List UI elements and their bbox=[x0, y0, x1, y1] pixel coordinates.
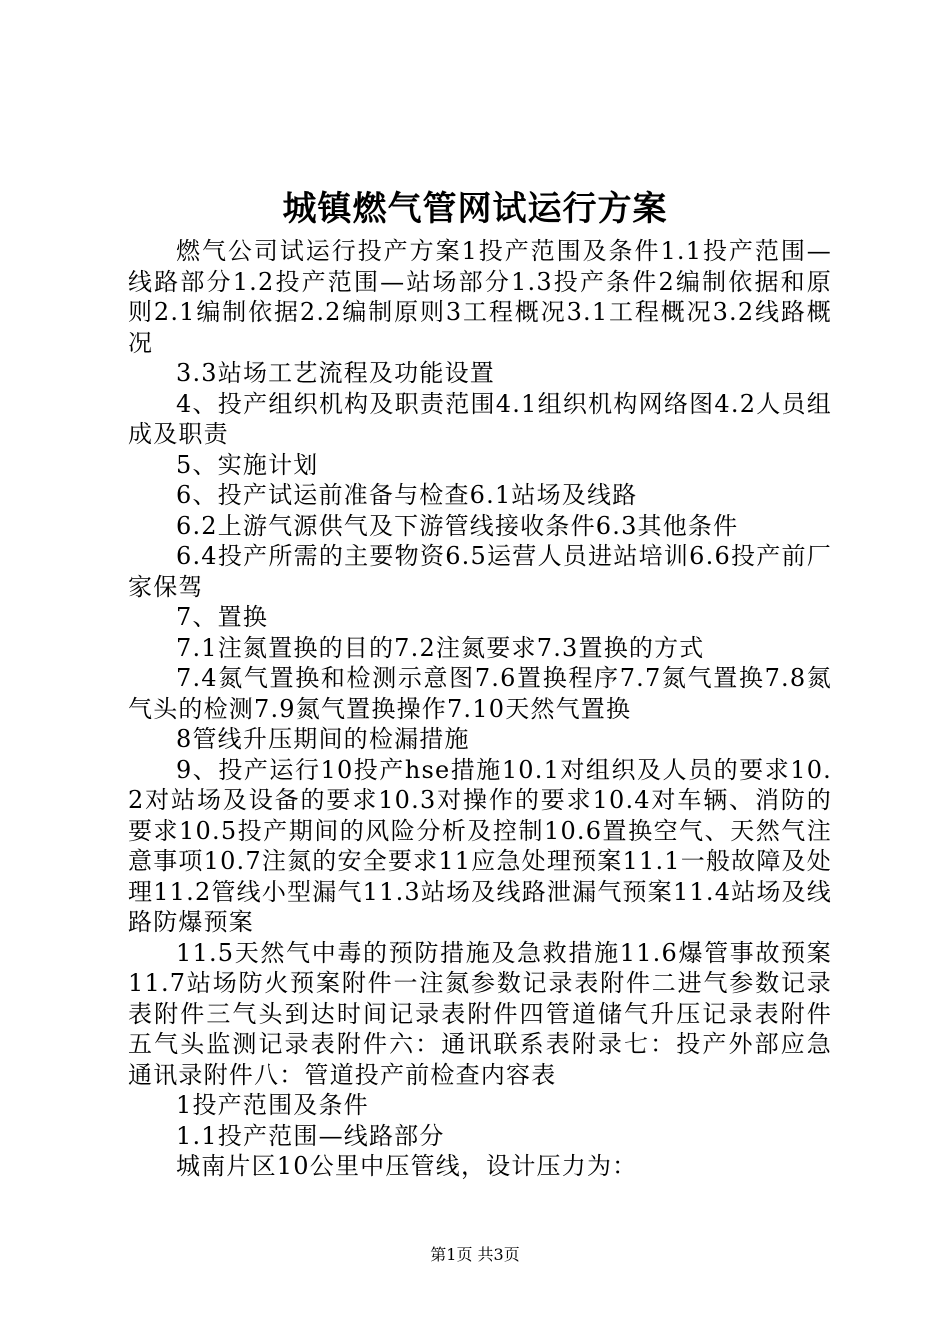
paragraph: 7.4氮气置换和检测示意图7.6置换程序7.7氮气置换7.8氮气头的检测7.9氮气置换操作7.10天然气置换 bbox=[128, 664, 832, 723]
paragraph: 5、实施计划 bbox=[176, 450, 319, 479]
paragraph: 燃气公司试运行投产方案1投产范围及条件1.1投产范围—线路部分1.2投产范围—站场部分1.3投产条件2编制依据和原则2.1编制依据2.2编制原则3工程概况3.1工程概况3.2线路概况 bbox=[128, 237, 832, 357]
document-title: 城镇燃气管网试运行方案 bbox=[282, 189, 668, 229]
paragraph: 6.4投产所需的主要物资6.5运营人员进站培训6.6投产前厂家保驾 bbox=[128, 542, 832, 601]
paragraph: 7、置换 bbox=[176, 603, 269, 631]
paragraph: 4、投产组织机构及职责范围4.1组织机构网络图4.2人员组成及职责 bbox=[128, 389, 832, 448]
paragraph: 8管线升压期间的检漏措施 bbox=[176, 725, 470, 753]
document-body bbox=[128, 236, 832, 1182]
paragraph: 7.1注氮置换的目的7.2注氮要求7.3置换的方式 bbox=[176, 633, 705, 662]
paragraph: 6、投产试运前准备与检查6.1站场及线路 bbox=[176, 481, 638, 509]
paragraph: 1投产范围及条件 bbox=[176, 1091, 369, 1119]
paragraph: 6.2上游气源供气及下游管线接收条件6.3其他条件 bbox=[176, 511, 739, 540]
paragraph: 3.3站场工艺流程及功能设置 bbox=[176, 359, 495, 387]
paragraph: 城南片区10公里中压管线，设计压力为： bbox=[176, 1152, 638, 1180]
paragraph: 11.5天然气中毒的预防措施及急救措施11.6爆管事故预案11.7站场防火预案附件一注氮参数记录表附件二进气参数记录表附件三气头到达时间记录表附件四管道储气升压记录表附件五气头监测记录表附件六：通讯联系表附录七：投产外部应急通讯录附件八：管道投产前检查内容表 bbox=[128, 938, 832, 1089]
page-number-footer: 第1页 共3页 bbox=[430, 1245, 520, 1264]
paragraph: 1.1投产范围—线路部分 bbox=[176, 1121, 445, 1150]
paragraph: 9、投产运行10投产hse措施10.1对组织及人员的要求10.2对站场及设备的要求10.3对操作的要求10.4对车辆、消防的要求10.5投产期间的风险分析及控制10.6置换空气、天然气注意事项10.7注氮的安全要求11应急处理预案11.1一般故障及处理11.2管线小型漏气11.3站场及线路泄漏气预案11.4站场及线路防爆预案 bbox=[128, 755, 832, 936]
